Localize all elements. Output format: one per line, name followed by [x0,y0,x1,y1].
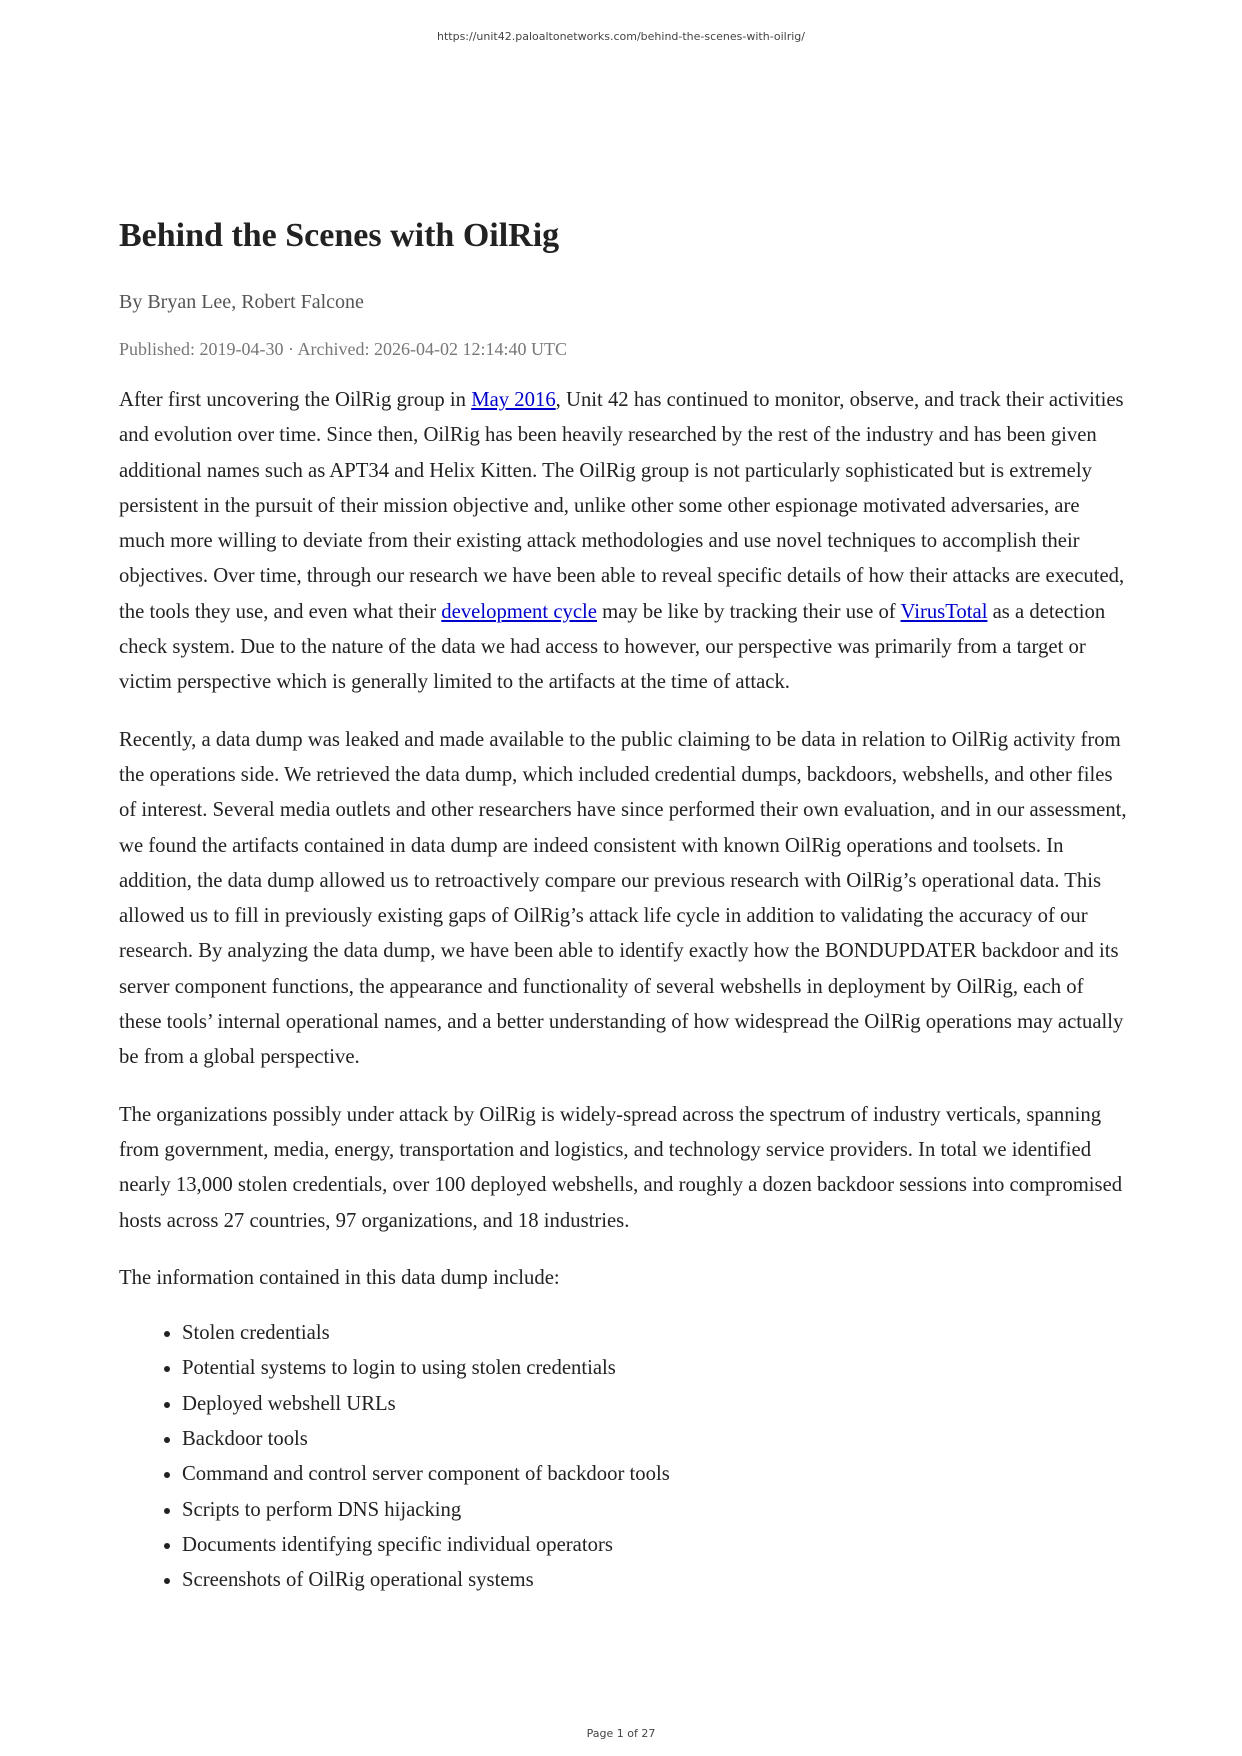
list-item: • Documents identifying specific individual operators [182,1528,1129,1563]
byline: By Bryan Lee, Robert Falcone [119,291,364,313]
article-body [119,383,1129,1296]
paragraph-text: After first uncovering the OilRig group in [119,389,472,411]
list-item: • Deployed webshell URLs [182,1387,1129,1422]
list-item: • Potential systems to login to using stolen credentials [182,1351,1129,1386]
list-item: • Screenshots of OilRig operational systems [182,1563,1129,1598]
paragraph-text: may be like by tracking their use of [596,600,901,623]
paragraph-data-dump: Recently, a data dump was leaked and made available to the public claiming to be data in relation to OilRig activity from the operations side. We retrieved the data dump, which included credential dumps, backdoors, webshells, and other files of interest. Several media outlets and other researchers have since performed their own evaluation, and in our assessment, we found the artifacts contained in data dump are indeed consistent with known OilRig operations and toolsets. In addition, the data dump allowed us to retroactively compare our previous research with OilRig’s operational data. This allowed us to fill in previously existing gaps of OilRig’s attack life cycle in addition to validating the accuracy of our research. By analyzing the data dump, we have been able to identify exactly how the BONDUPDATER backdoor and its server component functions, the appearance and functionality of several webshells in deployment by OilRig, each of these tools’ internal operational names, and a better understanding of how widespread the OilRig operations may actually be from a global perspective. [119,728,1127,1069]
list-item: • Command and control server component of backdoor tools [182,1457,1129,1492]
page-title: Behind the Scenes with OilRig [119,217,560,254]
page-url-header: https://unit42.paloaltonetworks.com/behind-the-scenes-with-oilrig/ [436,30,805,43]
paragraph-text: as a detection check system. Due to the nature of the data we had access to however, our perspective was primarily from a target or victim perspective which is generally limited to the artifacts at the time of attack. [119,600,1106,694]
paragraph-intro [119,383,1129,701]
paragraph-organizations: The organizations possibly under attack by OilRig is widely-spread across the spectrum of industry verticals, spanning from government, media, energy, transportation and logistics, and technology service providers. In total we identified nearly 13,000 stolen credentials, over 100 deployed webshells, and roughly a dozen backdoor sessions into compromised hosts across 27 countries, 97 organizations, and 18 industries. [119,1103,1123,1232]
link-development-cycle[interactable]: development cycle [441,600,597,623]
paragraph-list-intro: The information contained in this data dump include: [119,1266,560,1289]
link-may-2016[interactable]: May 2016 [471,389,556,411]
link-virustotal[interactable]: VirusTotal [900,600,988,623]
list-item: • Backdoor tools [182,1422,1129,1457]
list-item: • Stolen credentials [182,1316,1129,1351]
list-item: • Scripts to perform DNS hijacking [182,1493,1129,1528]
paragraph-text: , Unit 42 has continued to monitor, observe, and track their activities and evolution over time. Since then, OilRig has been heavily researched by the rest of the industry and has been given additional names such as APT34 and Helix Kitten. The OilRig group is not particularly sophisticated but is extremely persistent in the pursuit of their mission objective and, unlike other some other espionage motivated adversaries, are much more willing to deviate from their existing attack methodologies and use novel techniques to accomplish their objectives. Over time, through our research we have been able to reveal specific details of how their attacks are executed, the tools they use, and even what their [119,389,1125,623]
publish-meta: Published: 2019-04-30 · Archived: 2026-04-02 12:14:40 UTC [119,339,567,359]
page-number: Page 1 of 27 [586,1727,656,1740]
article [119,212,1129,1599]
info-list [119,1316,1129,1598]
